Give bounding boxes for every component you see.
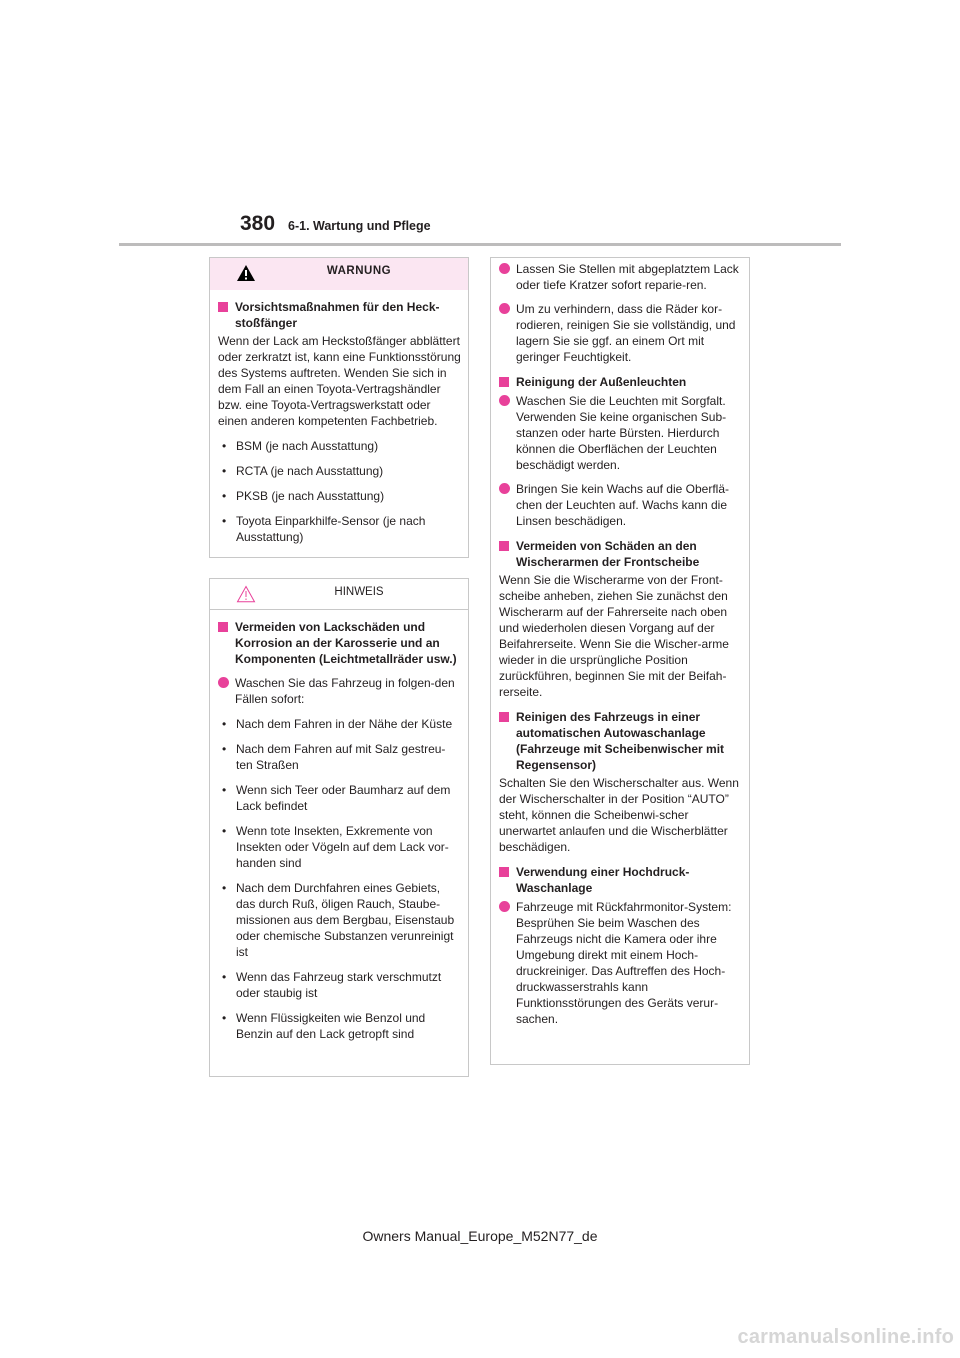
list-item: • RCTA (je nach Ausstattung) xyxy=(218,463,461,479)
warning-content xyxy=(210,290,468,545)
warning-heading: Vorsichtsmaßnahmen für den Heck-stoßfänger xyxy=(218,299,461,331)
section-heading: Reinigen des Fahrzeugs in einer automatischen Autowaschanlage (Fahrzeuge mit Scheibenwischer mit Regensensor) xyxy=(499,709,742,773)
list-item: • Wenn Flüssigkeiten wie Benzol und Benzin auf den Lack getropft sind xyxy=(218,1010,461,1042)
section-heading: Vermeiden von Schäden an den Wischerarmen der Frontscheibe xyxy=(499,538,742,570)
notice-circle-item: Um zu verhindern, dass die Räder kor-rodieren, reinigen Sie sie vollständig, und lagern Sie sie ggf. an einem Ort mit geringer Feuchtigkeit. xyxy=(499,301,742,365)
list-item: • Toyota Einparkhilfe-Sensor (je nach Ausstattung) xyxy=(218,513,461,545)
notice-circle-item: Lassen Sie Stellen mit abgeplatztem Lack oder tiefe Kratzer sofort reparie-ren. xyxy=(499,261,742,293)
header-rule xyxy=(119,243,841,246)
warning-header xyxy=(210,258,468,290)
list-item: • Wenn das Fahrzeug stark verschmutzt oder staubig ist xyxy=(218,969,461,1001)
notice-circle-item: Waschen Sie die Leuchten mit Sorgfalt. Verwenden Sie keine organischen Sub-stanzen oder harte Bürsten. Hierdurch können die Oberflächen der Leuchten beschädigt werden. xyxy=(499,393,742,473)
notice-box xyxy=(209,578,469,1077)
list-item: • Wenn tote Insekten, Exkremente von Insekten oder Vögeln auf dem Lack vor-handen sind xyxy=(218,823,461,871)
notice-title: HINWEIS xyxy=(334,586,384,598)
warning-text: Wenn der Lack am Heckstoßfänger abblättert oder zerkratzt ist, kann eine Funktionsstörung des Systems auftreten. Wenden Sie sich in dem Fall an einen Toyota-Vertragshändler bzw. eine Toyota-Vertragswerkstatt oder einen anderen kompetenten Fachbetrieb. xyxy=(218,334,461,428)
notice-circle-item: Waschen Sie das Fahrzeug in folgen-den Fällen sofort: xyxy=(218,675,461,707)
notice-content xyxy=(210,610,468,1042)
section-text: Wenn Sie die Wischerarme von der Front-scheibe anheben, ziehen Sie zunächst den Wischerarm auf der Fahrerseite nach oben und wiederholen diesen Vorgang auf der Beifahrerseite. Wenn Sie die Wischer-arme wieder in die ursprüngliche Position zurückführen, beginnen Sie mit der Beifah-rerseite. xyxy=(499,573,729,699)
notice-header xyxy=(210,579,468,610)
list-item: • Wenn sich Teer oder Baumharz auf dem Lack befindet xyxy=(218,782,461,814)
page-number: 380 xyxy=(240,212,276,235)
notice-continued-content xyxy=(491,261,749,1027)
section-heading: Verwendung einer Hochdruck-Waschanlage xyxy=(499,864,742,896)
section-heading: Reinigung der Außenleuchten xyxy=(499,374,742,390)
notice-circle-item: Fahrzeuge mit Rückfahrmonitor-System: Besprühen Sie beim Waschen des Fahrzeugs nicht die Kamera oder ihre Umgebung direkt mit einem Hoch-druckreiniger. Das Auftreffen des Hoch-druckwasserstrahls kann Funktionsstörungen des Geräts verur-sachen. xyxy=(499,899,742,1027)
notice-circle-item: Bringen Sie kein Wachs auf die Oberflä-chen der Leuchten auf. Wachs kann die Linsen beschädigen. xyxy=(499,481,742,529)
notice-heading: Vermeiden von Lackschäden und Korrosion an der Karosserie und an Komponenten (Leichtmetallräder usw.) xyxy=(218,619,461,667)
notice-continued-box xyxy=(490,257,750,1065)
list-item: • Nach dem Fahren in der Nähe der Küste xyxy=(218,716,461,732)
list-item: • Nach dem Durchfahren eines Gebiets, das durch Ruß, öligen Rauch, Staube-missionen aus dem Bergbau, Eisenstaub oder chemische Substanzen verunreinigt ist xyxy=(218,880,461,960)
warning-title: WARNUNG xyxy=(326,265,392,277)
list-item: • BSM (je nach Ausstattung) xyxy=(218,438,461,454)
section-text: Schalten Sie den Wischerschalter aus. Wenn der Wischerschalter in der Position “AUTO” steht, können die Scheibenwi-scher unerwartet anlaufen und die Wischerblätter beschädigen. xyxy=(499,776,739,854)
list-item: • PKSB (je nach Ausstattung) xyxy=(218,488,461,504)
watermark: carmanualsonline.info xyxy=(737,1326,954,1348)
list-item: • Nach dem Fahren auf mit Salz gestreu-ten Straßen xyxy=(218,741,461,773)
chapter-title: 6-1. Wartung und Pflege xyxy=(288,219,431,233)
page-header xyxy=(0,0,960,250)
footer-text: Owners Manual_Europe_M52N77_de xyxy=(362,1228,598,1244)
warning-box xyxy=(209,257,469,558)
